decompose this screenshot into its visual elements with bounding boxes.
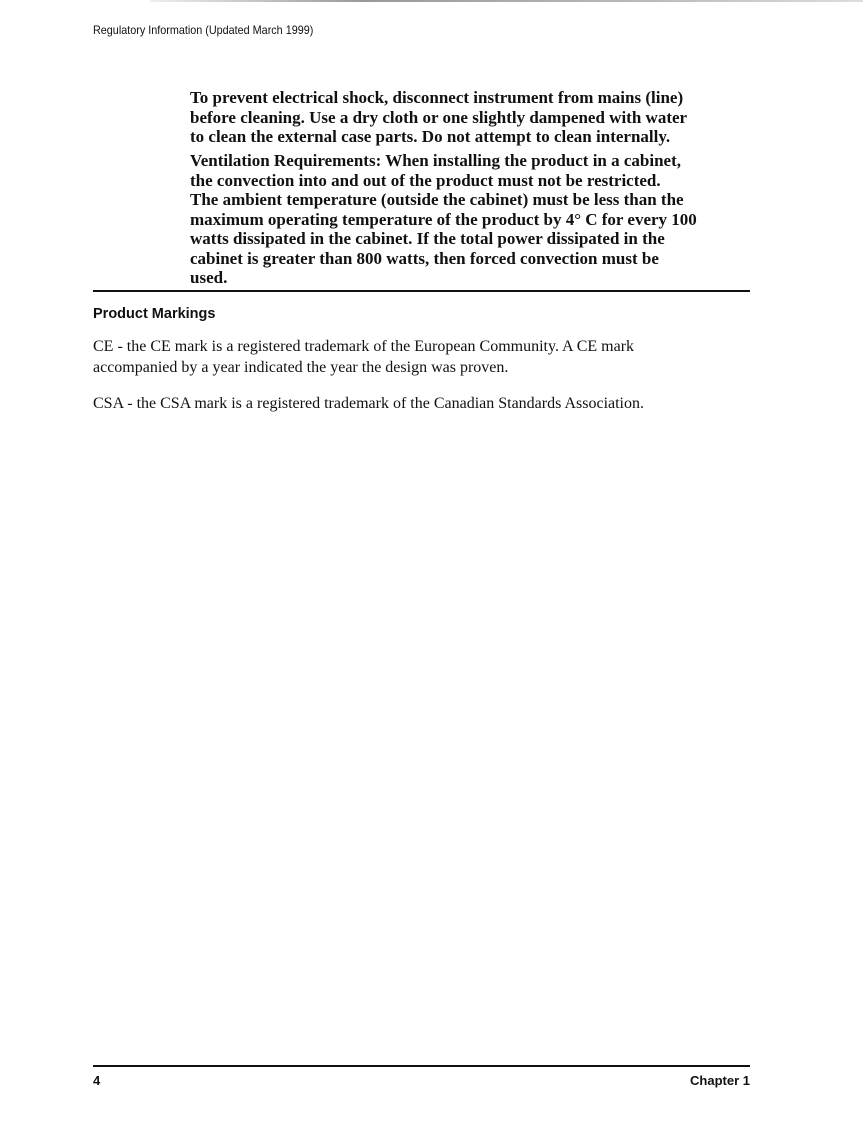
section-heading: Product Markings xyxy=(93,306,216,322)
warning-paragraph-ventilation xyxy=(190,151,770,288)
chapter-label: Chapter 1 xyxy=(690,1073,750,1088)
text-line: maximum operating temperature of the product by 4° C for every 100 xyxy=(190,209,697,229)
page-number: 4 xyxy=(93,1073,101,1088)
footer-divider xyxy=(93,1065,750,1067)
text-line: to clean the external case parts. Do not attempt to clean internally. xyxy=(190,127,671,146)
running-header: Regulatory Information (Updated March 1999) xyxy=(93,23,314,37)
text-line: watts dissipated in the cabinet. If the total power dissipated in the xyxy=(190,229,665,248)
text-line: the convection into and out of the product must not be restricted. xyxy=(190,170,661,190)
text-line: The ambient temperature (outside the cabinet) must be less than the xyxy=(190,190,684,209)
text-line: used. xyxy=(190,268,228,287)
text-line: before cleaning. Use a dry cloth or one slightly dampened with water xyxy=(190,107,688,127)
scan-edge-line xyxy=(150,0,863,2)
text-line: To prevent electrical shock, disconnect instrument from mains (line) xyxy=(190,88,684,107)
text-line: accompanied by a year indicated the year the design was proven. xyxy=(93,359,509,376)
text-line: CE - the CE mark is a registered trademark of the European Community. A CE mark xyxy=(93,338,635,355)
csa-paragraph xyxy=(93,393,753,414)
text-line: CSA - the CSA mark is a registered trademark of the Canadian Standards Association. xyxy=(93,395,644,412)
text-line: cabinet is greater than 800 watts, then forced convection must be xyxy=(190,248,659,268)
text-line: Ventilation Requirements: When installing the product in a cabinet, xyxy=(190,151,682,170)
section-divider xyxy=(93,290,750,292)
ce-paragraph xyxy=(93,336,753,378)
warning-paragraph-cleaning xyxy=(190,88,770,147)
